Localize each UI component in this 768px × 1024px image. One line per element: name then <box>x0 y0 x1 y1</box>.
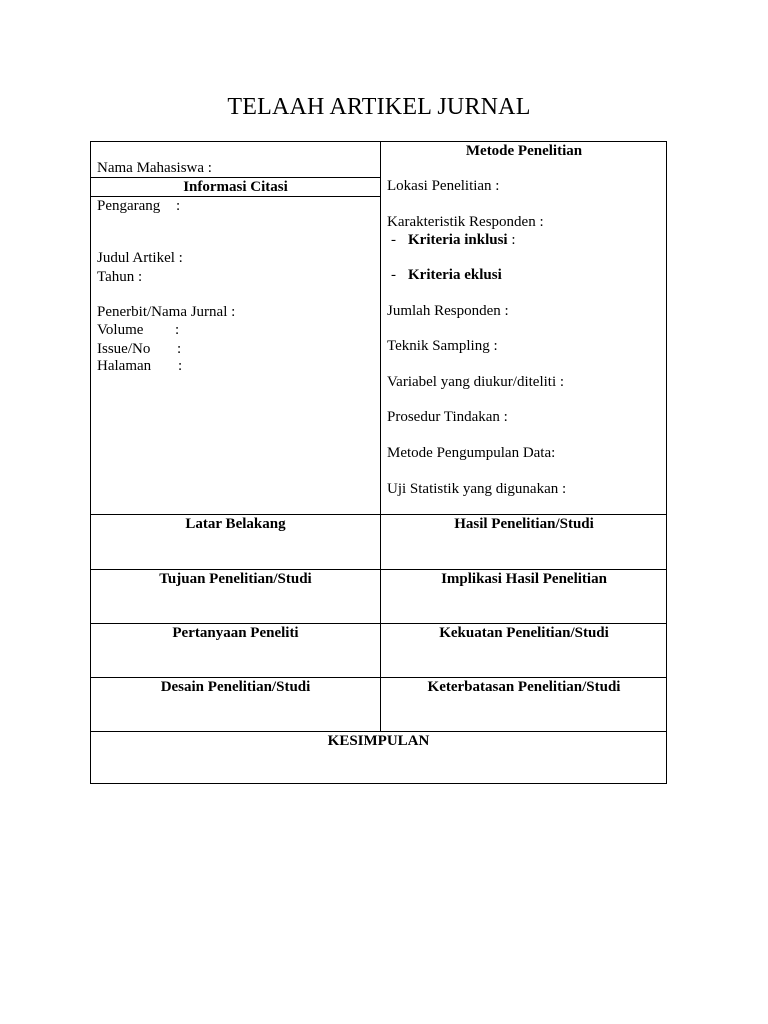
implications-heading: Implikasi Hasil Penelitian <box>441 571 607 587</box>
page-title: TELAAH ARTIKEL JURNAL <box>227 94 531 120</box>
respondent-count-label: Jumlah Responden : <box>387 303 509 319</box>
statistical-test-label: Uji Statistik yang digunakan : <box>387 481 567 497</box>
row-divider <box>91 177 380 178</box>
results-heading: Hasil Penelitian/Studi <box>454 516 594 532</box>
author-colon: : <box>176 198 181 214</box>
inclusion-colon: : <box>507 232 516 248</box>
author-label: Pengarang <box>97 198 161 214</box>
volume-colon: : <box>175 322 180 338</box>
variables-label: Variabel yang diukur/diteliti : <box>387 374 565 390</box>
author-field <box>97 198 160 215</box>
row-divider <box>91 623 666 624</box>
exclusion-label: Kriteria eklusi <box>408 267 502 283</box>
procedure-label: Prosedur Tindakan : <box>387 409 508 425</box>
row-divider <box>91 196 380 197</box>
background-heading: Latar Belakang <box>185 516 286 532</box>
row-divider <box>91 569 666 570</box>
research-question-heading: Pertanyaan Peneliti <box>172 625 299 641</box>
publisher-label: Penerbit/Nama Jurnal : <box>97 304 236 320</box>
student-name-label: Nama Mahasiswa : <box>97 160 212 176</box>
article-title-label: Judul Artikel : <box>97 250 183 266</box>
inclusion-label: Kriteria inklusi <box>408 232 508 248</box>
limitations-heading: Keterbatasan Penelitian/Studi <box>427 679 621 695</box>
location-label: Lokasi Penelitian : <box>387 178 500 194</box>
row-divider <box>91 514 666 515</box>
column-divider <box>380 142 381 732</box>
pages-colon: : <box>178 358 183 374</box>
issue-colon: : <box>177 341 182 357</box>
inclusion-bullet: - <box>391 232 396 248</box>
respondent-characteristics-label: Karakteristik Responden : <box>387 214 544 230</box>
strengths-heading: Kekuatan Penelitian/Studi <box>439 625 609 641</box>
issue-label: Issue/No <box>97 341 151 357</box>
exclusion-bullet: - <box>391 267 396 283</box>
row-divider <box>91 731 666 732</box>
method-heading: Metode Penelitian <box>465 143 583 159</box>
sampling-label: Teknik Sampling : <box>387 338 498 354</box>
data-collection-label: Metode Pengumpulan Data: <box>387 445 556 461</box>
year-label: Tahun : <box>97 269 143 285</box>
design-heading: Desain Penelitian/Studi <box>160 679 311 695</box>
citation-heading: Informasi Citasi <box>183 179 288 195</box>
volume-label: Volume <box>97 322 144 338</box>
review-table <box>90 141 667 784</box>
row-divider <box>91 677 666 678</box>
objectives-heading: Tujuan Penelitian/Studi <box>159 571 312 587</box>
conclusion-heading: KESIMPULAN <box>327 733 430 749</box>
inclusion-criteria <box>408 232 516 249</box>
pages-label: Halaman <box>97 358 152 374</box>
